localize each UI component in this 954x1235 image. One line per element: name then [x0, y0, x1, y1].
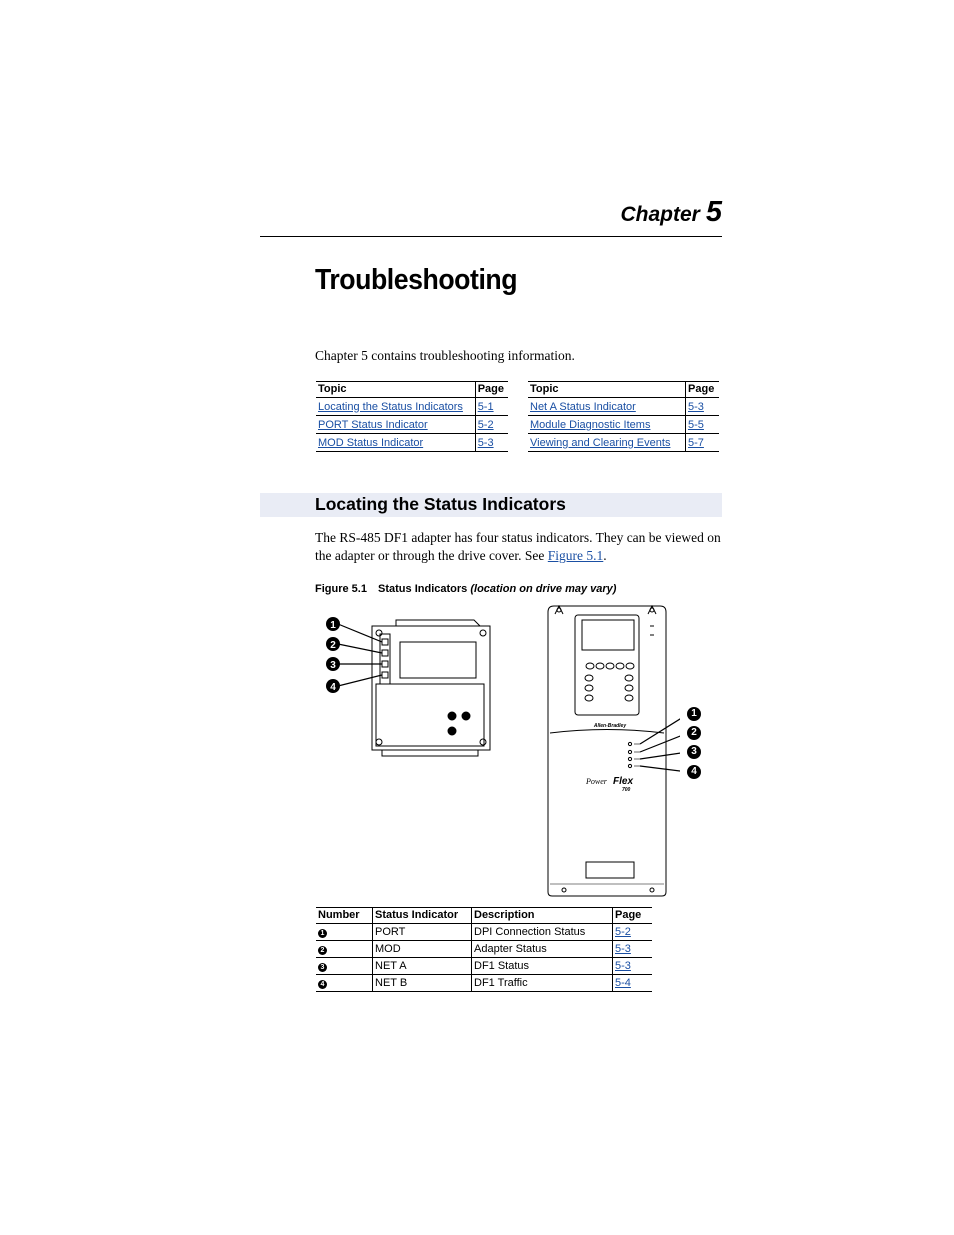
table-row	[316, 941, 652, 958]
toc-header-page: Page	[686, 382, 719, 398]
description-cell: DPI Connection Status	[472, 924, 613, 941]
table-row	[316, 975, 652, 992]
toc-link-port[interactable]: PORT Status Indicator	[318, 418, 428, 431]
toc-table-right	[528, 381, 719, 452]
page-link[interactable]: 5-2	[615, 926, 631, 938]
chapter-rule	[260, 236, 722, 237]
section-title: Locating the Status Indicators	[315, 494, 566, 514]
callout-badge: 3	[687, 745, 701, 759]
status-indicator-table	[316, 907, 652, 992]
callout-badge: 4	[687, 765, 701, 779]
status-indicators-figure	[310, 598, 680, 900]
toc-header-topic: Topic	[528, 382, 686, 398]
chapter-label: Chapter	[620, 203, 700, 226]
number-badge: 2	[318, 946, 327, 955]
callout-badge: 2	[687, 726, 701, 740]
toc-row	[528, 398, 719, 416]
callout-number: 4	[330, 682, 336, 693]
toc-header-page: Page	[475, 382, 508, 398]
callout-number: 2	[330, 640, 336, 651]
body-text-end: .	[603, 548, 607, 563]
toc-link-events[interactable]: Viewing and Clearing Events	[530, 436, 671, 449]
toc-page-link[interactable]: 5-2	[477, 418, 494, 431]
indicator-cell: PORT	[373, 924, 472, 941]
toc-header-topic: Topic	[316, 382, 475, 398]
figure-label: Figure 5.1	[315, 583, 367, 595]
callout-number: 3	[330, 660, 336, 671]
number-badge: 1	[318, 929, 327, 938]
product-text-a: Power	[586, 777, 607, 786]
toc-table-left	[316, 381, 508, 452]
col-header-number: Number	[316, 908, 373, 924]
toc-row	[528, 434, 719, 452]
toc-page-link[interactable]: 5-1	[477, 400, 494, 413]
intro-paragraph: Chapter 5 contains troubleshooting information.	[315, 348, 575, 363]
toc-link-mod[interactable]: MOD Status Indicator	[318, 436, 424, 449]
toc-row	[316, 398, 508, 416]
col-header-page: Page	[613, 908, 653, 924]
figure-title: Status Indicators	[378, 583, 468, 595]
toc-link-locating[interactable]: Locating the Status Indicators	[318, 400, 463, 413]
number-badge: 4	[318, 980, 327, 989]
indicator-cell: NET A	[373, 958, 472, 975]
indicator-cell: MOD	[373, 941, 472, 958]
body-text: The RS-485 DF1 adapter has four status indicators. They can be viewed on the adapter or through the drive cover. See	[315, 530, 721, 563]
figure-caption	[315, 583, 616, 595]
figure-note: (location on drive may vary)	[470, 583, 617, 595]
toc-link-diagnostic[interactable]: Module Diagnostic Items	[530, 418, 651, 431]
adapter-module-drawing	[372, 620, 490, 756]
col-header-description: Description	[472, 908, 613, 924]
col-header-indicator: Status Indicator	[373, 908, 472, 924]
description-cell: DF1 Traffic	[472, 975, 613, 992]
toc-page-link[interactable]: 5-3	[688, 400, 704, 413]
number-badge: 3	[318, 963, 327, 972]
toc-page-link[interactable]: 5-3	[477, 436, 494, 449]
toc-row	[528, 416, 719, 434]
figure-link[interactable]: Figure 5.1	[547, 548, 604, 563]
product-model: 700	[622, 787, 631, 793]
page-title: Troubleshooting	[315, 264, 518, 296]
description-cell: Adapter Status	[472, 941, 613, 958]
toc-row	[316, 434, 508, 452]
chapter-heading	[621, 196, 723, 229]
callout-number: 1	[330, 620, 336, 631]
indicator-cell: NET B	[373, 975, 472, 992]
brand-text: Allen-Bradley	[593, 723, 627, 729]
description-cell: DF1 Status	[472, 958, 613, 975]
toc-page-link[interactable]: 5-5	[688, 418, 704, 431]
toc-row	[316, 416, 508, 434]
page-link[interactable]: 5-4	[615, 977, 631, 989]
toc-page-link[interactable]: 5-7	[688, 436, 704, 449]
table-row	[316, 924, 652, 941]
table-row	[316, 958, 652, 975]
callout-badge: 1	[687, 707, 701, 721]
powerflex-drive-drawing	[548, 606, 666, 896]
chapter-number: 5	[705, 196, 722, 228]
page-link[interactable]: 5-3	[615, 943, 631, 955]
product-text-b: Flex	[613, 776, 634, 787]
page-link[interactable]: 5-3	[615, 960, 631, 972]
toc-link-neta[interactable]: Net A Status Indicator	[530, 400, 636, 413]
section-body-paragraph	[315, 529, 725, 565]
